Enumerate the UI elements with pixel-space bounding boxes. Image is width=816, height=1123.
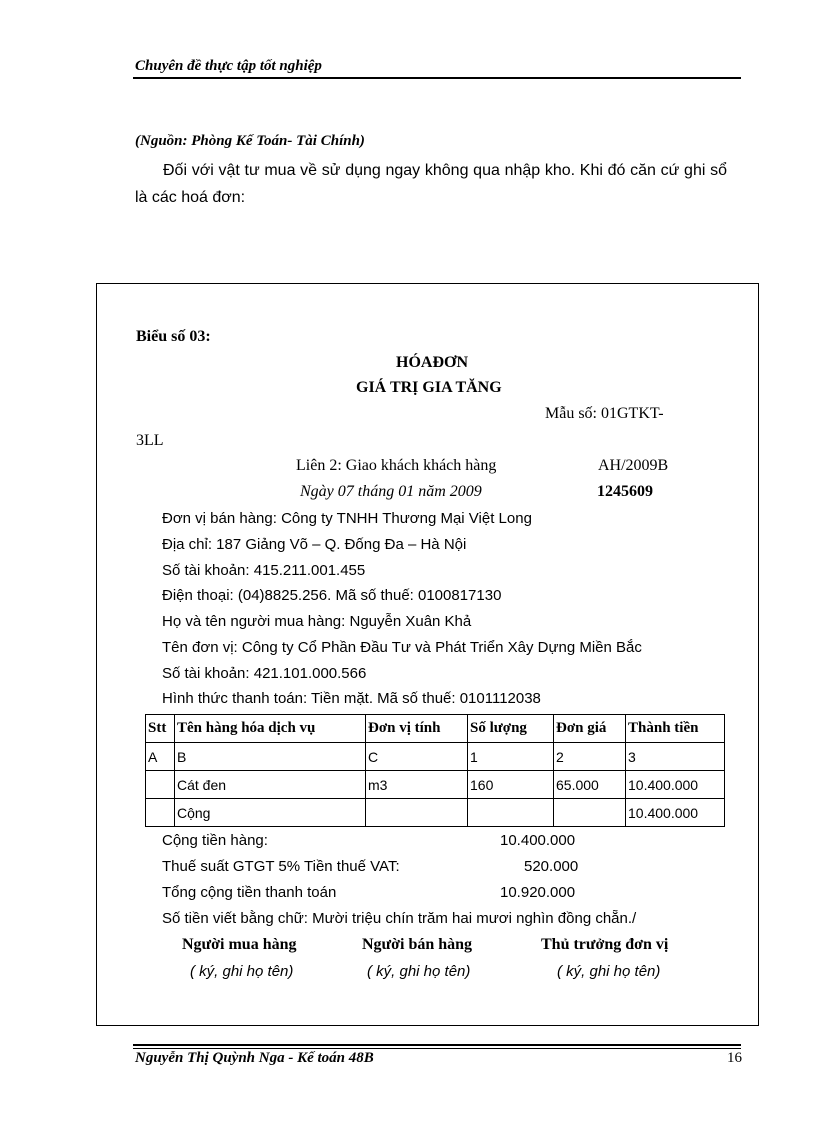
table-cell: m3	[366, 771, 468, 799]
table-row	[146, 771, 725, 799]
invoice-title-line2: GIÁ TRỊ GIA TĂNG	[356, 379, 502, 396]
intro-paragraph	[135, 157, 727, 211]
table-header-row	[146, 715, 725, 743]
grand-total-value: 10.920.000	[500, 884, 576, 901]
footer-rule-thin	[133, 1048, 741, 1049]
table-header-cell: Stt	[146, 715, 175, 743]
table-cell: B	[175, 743, 366, 771]
vat-value: 520.000	[524, 858, 579, 875]
seller-account-line: Số tài khoản: 415.211.001.455	[162, 562, 366, 579]
seller-signature-role: Người bán hàng	[362, 936, 473, 953]
table-header-cell: Đơn vị tính	[366, 715, 468, 743]
page-number: 16	[727, 1050, 742, 1066]
payment-line: Hình thức thanh toán: Tiền mặt. Mã số thuế: 0101112038	[162, 690, 541, 707]
invoice-series: AH/2009B	[598, 457, 669, 474]
header-rule	[133, 77, 741, 79]
table-cell: Cộng	[175, 799, 366, 827]
table-cell: 1	[468, 743, 554, 771]
table-cell: Cát đen	[175, 771, 366, 799]
table-cell: 10.400.000	[626, 799, 725, 827]
head-signature-note: ( ký, ghi họ tên)	[557, 963, 661, 980]
table-header-cell: Thành tiền	[626, 715, 725, 743]
phone-line: Điện thoại: (04)8825.256. Mã số thuế: 0100817130	[162, 587, 502, 604]
goods-total-label: Cộng tiền hàng:	[162, 832, 268, 849]
table-header-cell: Đơn giá	[554, 715, 626, 743]
invoice-number: 1245609	[597, 483, 653, 500]
table-header-cell: Số lượng	[468, 715, 554, 743]
table-cell: A	[146, 743, 175, 771]
invoice-form-number-cont: 3LL	[136, 432, 164, 449]
seller-line: Đơn vị bán hàng: Công ty TNHH Thương Mại Việt Long	[162, 510, 532, 527]
table-header-cell: Tên hàng hóa dịch vụ	[175, 715, 366, 743]
table-cell	[146, 799, 175, 827]
table-cell: 65.000	[554, 771, 626, 799]
seller-signature-note: ( ký, ghi họ tên)	[367, 963, 471, 980]
buyer-name-line: Họ và tên người mua hàng: Nguyễn Xuân Khả	[162, 613, 472, 630]
source-note: (Nguồn: Phòng Kế Toán- Tài Chính)	[135, 133, 365, 149]
table-cell: 160	[468, 771, 554, 799]
invoice-table	[145, 714, 725, 827]
table-row	[146, 799, 725, 827]
footer-author: Nguyễn Thị Quỳnh Nga - Kế toán 48B	[135, 1050, 374, 1066]
amount-in-words: Số tiền viết bằng chữ: Mười triệu chín trăm hai mươi nghìn đồng chẵn./	[162, 910, 637, 927]
invoice-copy-label: Liên 2: Giao khách khách hàng	[296, 457, 497, 474]
buyer-account-line: Số tài khoản: 421.101.000.566	[162, 665, 367, 682]
invoice-form-label: Biểu số 03:	[136, 328, 211, 345]
invoice-title-line1: HÓAĐƠN	[396, 354, 468, 371]
grand-total-label: Tổng cộng tiền thanh toán	[162, 884, 337, 901]
footer-rule-thick	[133, 1044, 741, 1046]
table-cell	[468, 799, 554, 827]
buyer-signature-note: ( ký, ghi họ tên)	[190, 963, 294, 980]
invoice-date: Ngày 07 tháng 01 năm 2009	[300, 483, 482, 500]
table-cell	[366, 799, 468, 827]
table-cell: 10.400.000	[626, 771, 725, 799]
table-row	[146, 743, 725, 771]
intro-paragraph-text: Đối với vật tư mua về sử dụng ngay không qua nhập kho. Khi đó căn cứ ghi sổ là các hoá đơn:	[135, 162, 727, 206]
table-cell: C	[366, 743, 468, 771]
buyer-unit-line: Tên đơn vị: Công ty Cổ Phần Đầu Tư và Phát Triển Xây Dựng Miền Bắc	[162, 639, 642, 656]
table-cell	[554, 799, 626, 827]
vat-label: Thuế suất GTGT 5% Tiền thuế VAT:	[162, 858, 400, 875]
table-cell	[146, 771, 175, 799]
invoice-form-number: Mẫu số: 01GTKT-	[545, 405, 664, 422]
address-line: Địa chỉ: 187 Giảng Võ – Q. Đống Đa – Hà Nội	[162, 536, 467, 553]
table-cell: 2	[554, 743, 626, 771]
page-header-title: Chuyên đề thực tập tốt nghiệp	[135, 58, 322, 74]
table-cell: 3	[626, 743, 725, 771]
buyer-signature-role: Người mua hàng	[182, 936, 297, 953]
head-signature-role: Thủ trưởng đơn vị	[541, 936, 669, 953]
goods-total-value: 10.400.000	[500, 832, 576, 849]
